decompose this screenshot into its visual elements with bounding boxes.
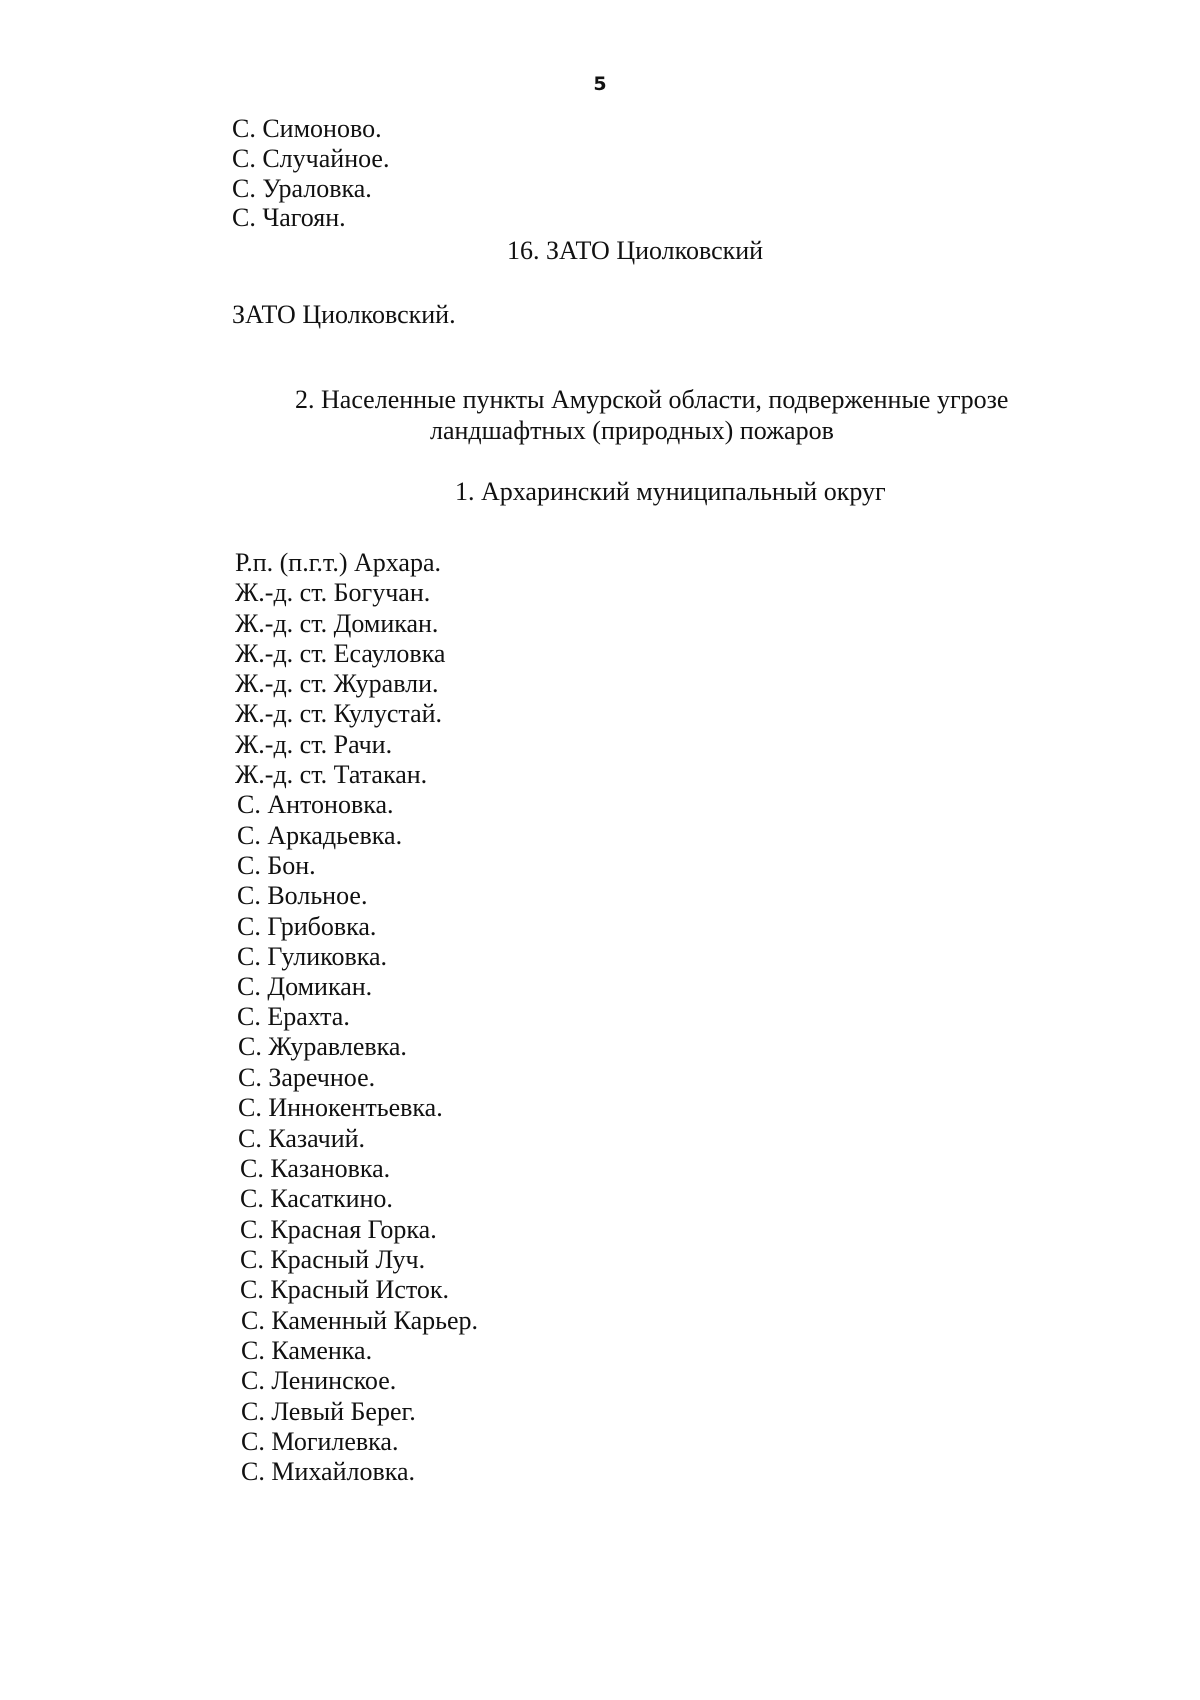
list-item: С. Каменка. <box>241 1336 373 1365</box>
list-item: С. Антоновка. <box>237 790 394 819</box>
list-item: ЗАТО Циолковский. <box>232 300 456 329</box>
list-item: Ж.-д. ст. Кулустай. <box>235 699 443 728</box>
list-item: С. Грибовка. <box>237 912 377 941</box>
list-item: С. Симоново. <box>232 114 382 143</box>
list-item: С. Иннокентьевка. <box>238 1093 443 1122</box>
list-item: Ж.-д. ст. Домикан. <box>235 609 439 638</box>
list-item: С. Казачий. <box>238 1124 366 1153</box>
list-item: С. Чагоян. <box>232 203 346 232</box>
list-item: С. Каменный Карьер. <box>241 1306 479 1335</box>
list-item: С. Домикан. <box>237 972 373 1001</box>
list-item: Ж.-д. ст. Богучан. <box>235 578 431 607</box>
district-16-heading: 16. ЗАТО Циолковский <box>507 236 764 265</box>
list-item: Ж.-д. ст. Татакан. <box>235 760 428 789</box>
list-item: С. Ленинское. <box>241 1366 397 1395</box>
list-item: С. Левый Берег. <box>241 1397 416 1426</box>
list-item: Ж.-д. ст. Журавли. <box>235 669 439 698</box>
list-item: С. Бон. <box>237 851 316 880</box>
list-item: С. Казановка. <box>240 1154 391 1183</box>
list-item: С. Гуликовка. <box>237 942 387 971</box>
list-item: С. Касаткино. <box>240 1184 393 1213</box>
list-item: Ж.-д. ст. Рачи. <box>235 730 393 759</box>
list-item: С. Красный Исток. <box>240 1275 450 1304</box>
list-item: Ж.-д. ст. Есауловка <box>235 639 446 668</box>
list-item: С. Ураловка. <box>232 174 372 203</box>
list-item: С. Красная Горка. <box>240 1215 437 1244</box>
page-number: 5 <box>593 73 607 95</box>
section-2-title-line2: ландшафтных (природных) пожаров <box>430 416 834 445</box>
list-item: С. Журавлевка. <box>238 1032 407 1061</box>
list-item: С. Случайное. <box>232 144 390 173</box>
list-item: С. Ерахта. <box>237 1002 350 1031</box>
list-item: С. Михайловка. <box>241 1457 416 1486</box>
list-item: С. Могилевка. <box>241 1427 399 1456</box>
list-item: Р.п. (п.г.т.) Архара. <box>235 548 442 577</box>
section-2-title-line1: 2. Населенные пункты Амурской области, подверженные угрозе <box>295 385 1009 414</box>
list-item: С. Красный Луч. <box>240 1245 426 1274</box>
list-item: С. Заречное. <box>238 1063 376 1092</box>
list-item: С. Аркадьевка. <box>237 821 403 850</box>
district-1-heading: 1. Архаринский муниципальный округ <box>455 477 886 506</box>
list-item: С. Вольное. <box>237 881 368 910</box>
